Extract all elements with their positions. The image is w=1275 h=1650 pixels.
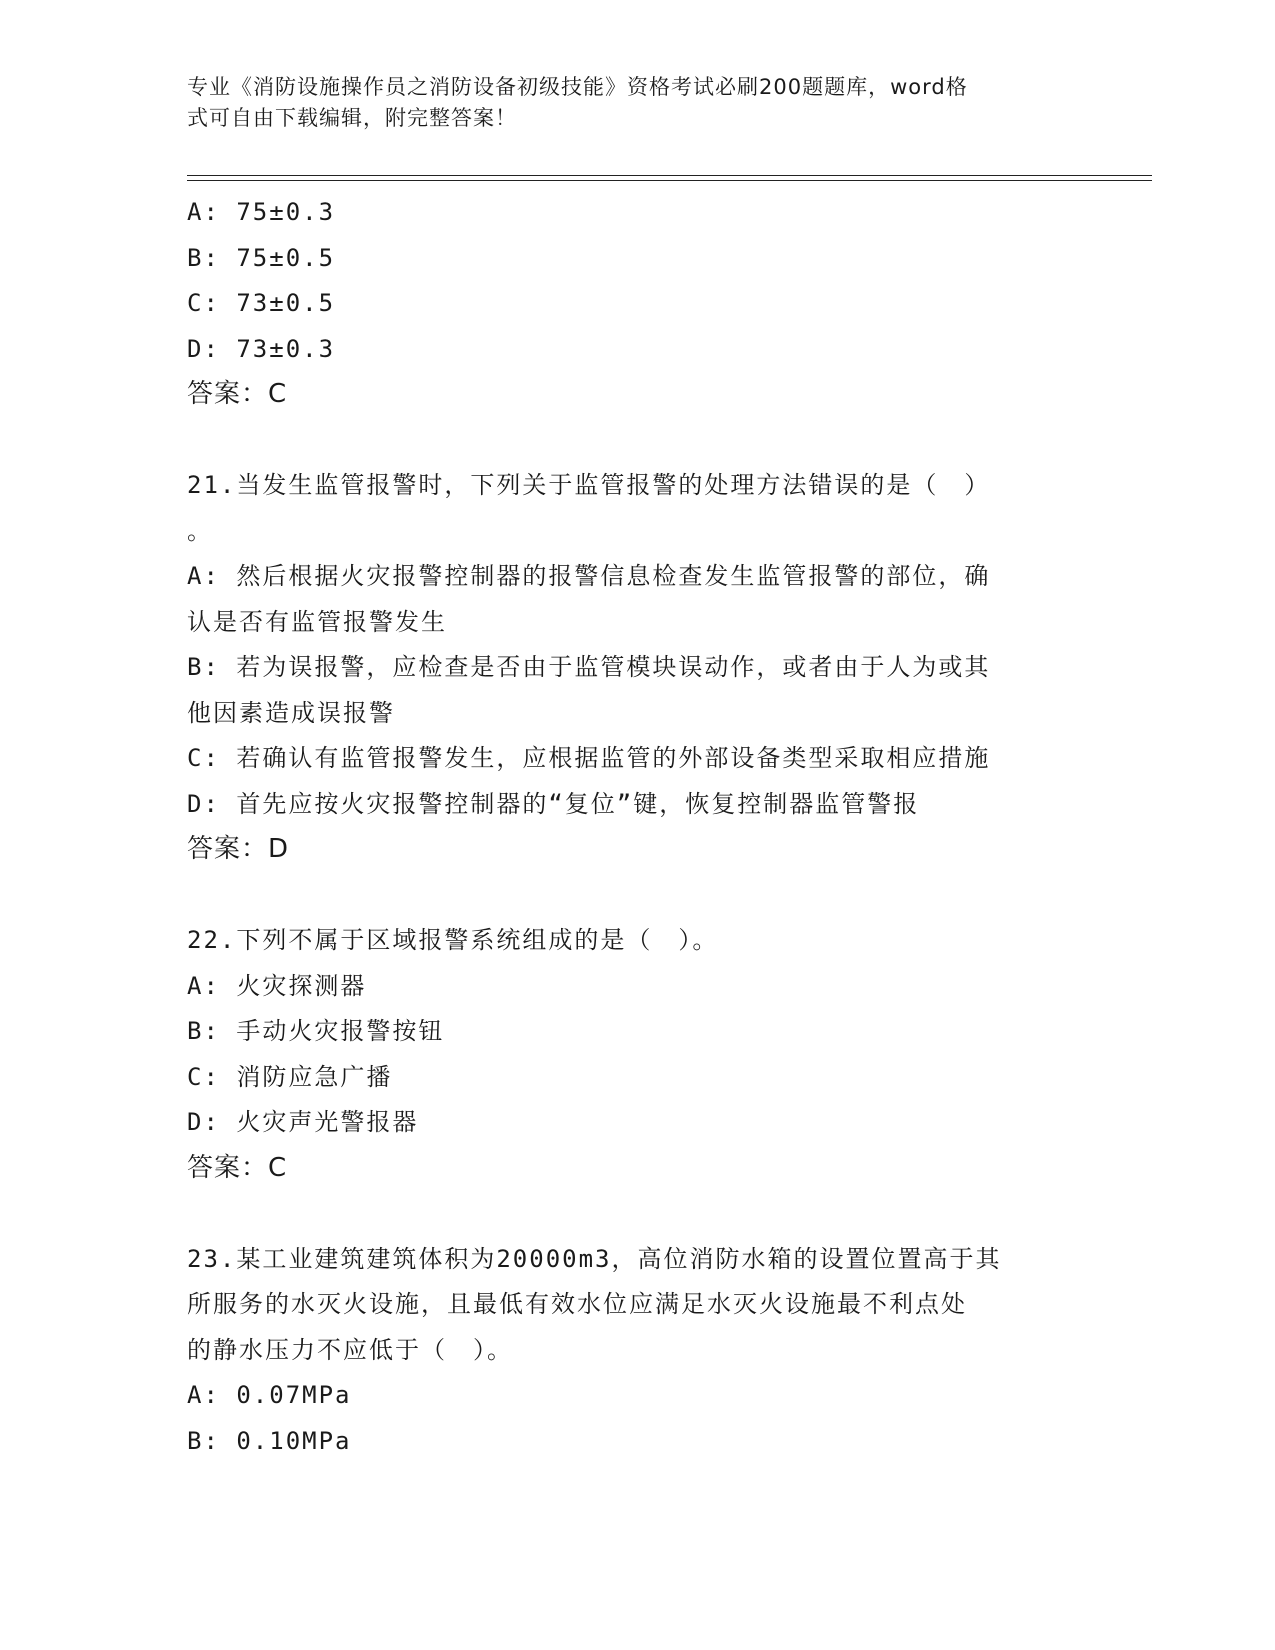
- option-b: B: 若为误报警，应检查是否由于监管模块误动作，或者由于人为或其: [187, 653, 991, 681]
- option-d: D: 火灾声光警报器: [187, 1108, 419, 1136]
- option-c: C: 消防应急广播: [187, 1062, 393, 1091]
- question-22-block: [187, 918, 1087, 1191]
- question-20-block: [187, 190, 1087, 418]
- option-b: B: 75±0.5: [187, 243, 336, 272]
- option-a: A: 火灾探测器: [187, 971, 367, 1000]
- question-stem-continued: 。: [187, 516, 213, 545]
- question-stem-continued: 的静水压力不应低于（ ）。: [187, 1335, 513, 1364]
- option-a: A: 然后根据火灾报警控制器的报警信息检查发生监管报警的部位，确: [187, 562, 991, 590]
- option-d: D: 首先应按火灾报警控制器的“复位”键，恢复控制器监管警报: [187, 789, 920, 818]
- option-b-continued: 他因素造成误报警: [187, 698, 395, 727]
- question-stem: 21.当发生监管报警时，下列关于监管报警的处理方法错误的是（ ）: [187, 471, 991, 499]
- option-d: D: 73±0.3: [187, 334, 336, 363]
- question-stem-continued: 所服务的水灭火设施，且最低有效水位应满足水灭火设施最不利点处: [187, 1290, 967, 1318]
- option-a: A: 75±0.3: [187, 198, 336, 226]
- header-line-1: 专业《消防设施操作员之消防设备初级技能》资格考试必刷200题题库，word格: [187, 75, 968, 99]
- option-a-continued: 认是否有监管报警发生: [187, 607, 447, 636]
- question-stem: 23.某工业建筑建筑体积为20000m3，高位消防水箱的设置位置高于其: [187, 1244, 1002, 1273]
- answer: 答案：C: [187, 1152, 288, 1183]
- option-a: A: 0.07MPa: [187, 1381, 352, 1409]
- header-line-2: 式可自由下载编辑，附完整答案！: [187, 106, 517, 130]
- document-header: [187, 72, 1067, 134]
- question-stem: 22.下列不属于区域报警系统组成的是（ ）。: [187, 926, 719, 954]
- option-b: B: 手动火灾报警按钮: [187, 1017, 445, 1045]
- header-divider-bottom: [187, 180, 1152, 181]
- option-b: B: 0.10MPa: [187, 1426, 352, 1455]
- option-c: C: 若确认有监管报警发生，应根据监管的外部设备类型采取相应措施: [187, 744, 991, 772]
- question-21-block: [187, 463, 1087, 873]
- option-c: C: 73±0.5: [187, 289, 336, 317]
- question-23-block: [187, 1237, 1087, 1465]
- header-divider-top: [187, 175, 1152, 176]
- question-content: [187, 190, 1087, 1464]
- answer: 答案：C: [187, 379, 288, 409]
- answer: 答案：D: [187, 834, 290, 864]
